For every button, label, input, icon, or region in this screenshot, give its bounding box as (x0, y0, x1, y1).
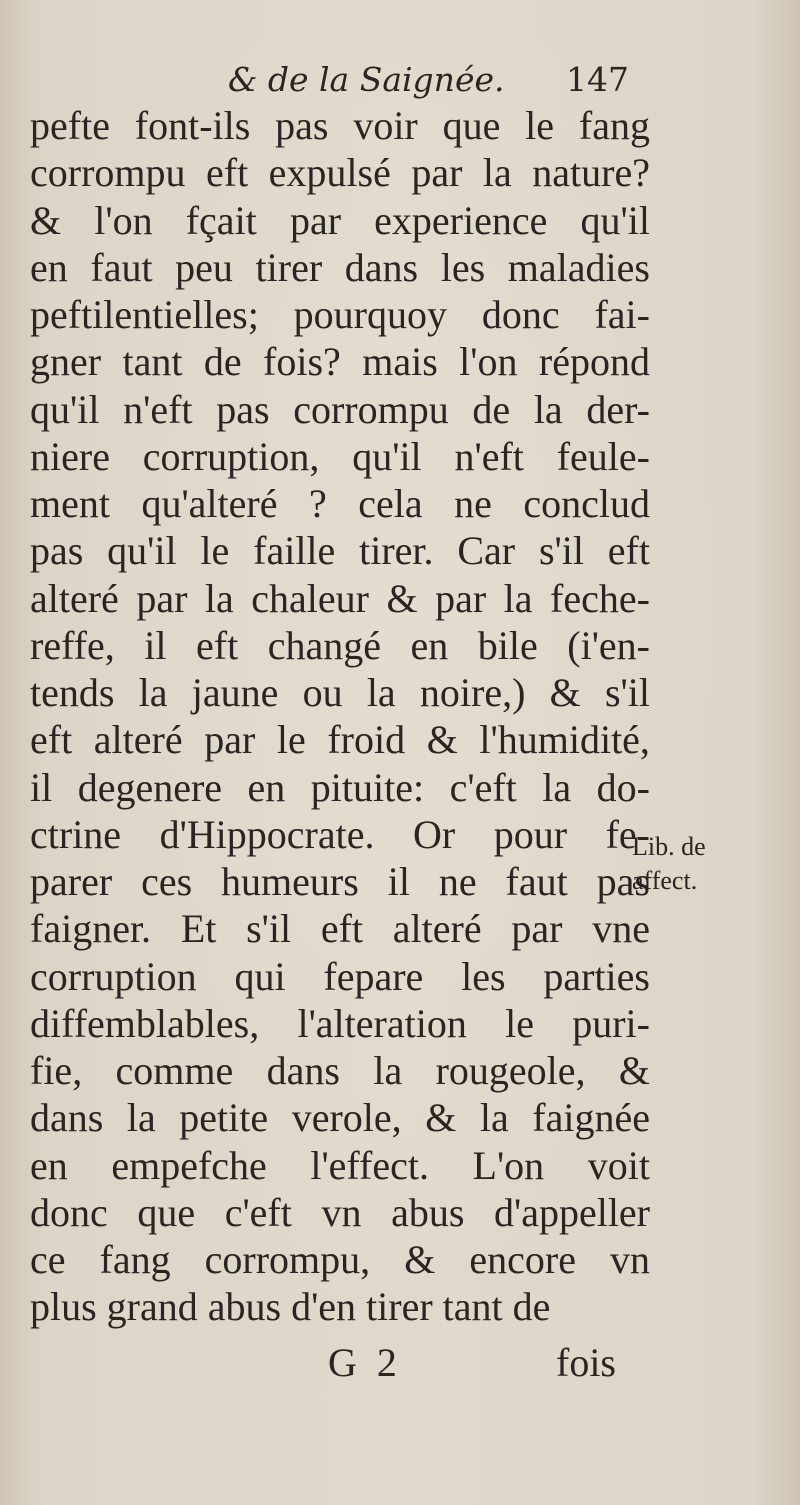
text-line: diffemblables, l'alteration le puri- (30, 1000, 650, 1046)
text-line: niere corruption, qu'il n'eft feule- (30, 433, 650, 479)
text-line: il degenere en pituite: c'eft la do- (30, 764, 650, 810)
text-line: reffe, il eft changé en bile (i'en- (30, 622, 650, 668)
body-text (30, 102, 650, 1331)
text-line: peftilentielles; pourquoy donc fai- (30, 292, 650, 337)
page-header (0, 58, 800, 102)
text-line: qu'il n'eft pas corrompu de la der- (30, 386, 650, 432)
text-line: corruption qui fepare les parties (30, 953, 650, 999)
text-line: alteré par la chaleur & par la feche- (30, 575, 650, 621)
text-line: fie, comme dans la rougeole, & (30, 1048, 650, 1093)
text-line: faigner. Et s'il eft alteré par vne (30, 906, 650, 952)
text-line: donc que c'eft vn abus d'appeller (30, 1189, 650, 1235)
text-line: & l'on fçait par experience qu'il (30, 197, 650, 243)
text-line: en empefche l'effect. L'on voit (30, 1142, 650, 1188)
signature-mark: G 2 (328, 1340, 397, 1385)
text-line: corrompu eft expulsé par la nature? (30, 150, 650, 196)
text-line: en faut peu tirer dans les maladies (30, 244, 650, 290)
marginal-note (632, 830, 800, 898)
marginal-note-line: affect. (632, 866, 698, 895)
text-line: gner tant de fois? mais l'on répond (30, 339, 650, 385)
page-footer (0, 1338, 800, 1388)
text-line: pas qu'il le faille tirer. Car s'il eft (30, 528, 650, 574)
text-line: plus grand abus d'en tirer tant de (30, 1284, 551, 1330)
text-line: pefte font-ils pas voir que le fang (30, 103, 650, 148)
text-line: tends la jaune ou la noire,) & s'il (30, 670, 650, 715)
text-line: ment qu'alteré ? cela ne conclud (30, 481, 650, 526)
catchword: fois (556, 1340, 616, 1385)
text-line: ce fang corrompu, & encore vn (30, 1237, 650, 1282)
text-line: dans la petite verole, & la faignée (30, 1095, 650, 1141)
text-line: parer ces humeurs il ne faut pas (30, 859, 650, 904)
marginal-note-line: Lib. de (632, 832, 706, 861)
text-line: eft alteré par le froid & l'humidité, (30, 717, 650, 763)
text-line: ctrine d'Hippocrate. Or pour fe- (30, 811, 650, 857)
page-number: 147 (566, 60, 629, 99)
running-title: & de la Saignée. (228, 60, 505, 99)
